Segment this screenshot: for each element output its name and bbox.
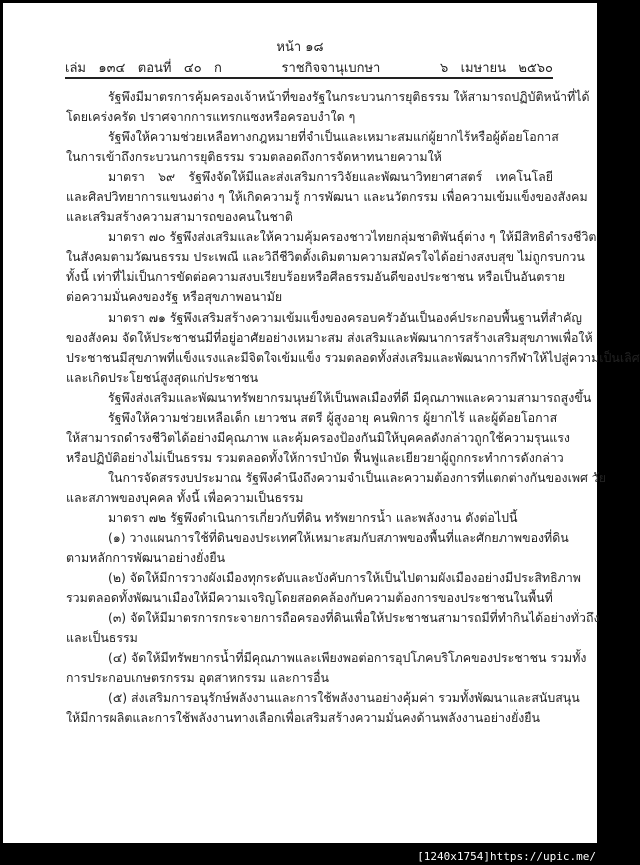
- text-line: และเกิดประโยชน์สูงสุดแก่ประชาชน: [66, 369, 259, 385]
- text-line: ตามหลักการพัฒนาอย่างยั่งยืน: [66, 550, 226, 566]
- text-line: รัฐพึงส่งเสริมและพัฒนาทรัพยากรมนุษย์ให้เป็นพลเมืองที่ดี มีคุณภาพและความสามารถสูงขึ้น: [108, 389, 592, 405]
- text-line: (๒) จัดให้มีการวางผังเมืองทุกระดับและบังคับการให้เป็นไปตามผังเมืองอย่างมีประสิทธิภาพ: [108, 570, 581, 586]
- text-line: มาตรา ๗๐ รัฐพึงส่งเสริมและให้ความคุ้มครองชาวไทยกลุ่มชาติพันธุ์ต่าง ๆ ให้มีสิทธิดำรงชีวิต: [108, 229, 597, 245]
- watermark: [1240x1754]https://upic.me/: [417, 850, 596, 863]
- paragraph: [66, 648, 587, 688]
- text-line: ในการเข้าถึงกระบวนการยุติธรรม รวมตลอดถึงการจัดหาทนายความให้: [66, 149, 442, 165]
- paragraph: [66, 508, 553, 528]
- text-line: รัฐพึงให้ความช่วยเหลือเด็ก เยาวชน สตรี ผู้สูงอายุ คนพิการ ผู้ยากไร้ และผู้ด้อยโอกาส: [108, 409, 558, 425]
- text-line: โดยเคร่งครัด ปราศจากการแทรกแซงหรือครอบงำใด ๆ: [66, 109, 356, 125]
- text-line: ทั้งนี้ เท่าที่ไม่เป็นการขัดต่อความสงบเรียบร้อยหรือศีลธรรมอันดีของประชาชน หรือเป็นอันตราย: [66, 269, 566, 285]
- paragraph: [66, 308, 640, 388]
- paragraph: [66, 388, 592, 408]
- header-rule: [65, 77, 553, 79]
- publication-title: ราชกิจจานุเบกษา: [281, 61, 381, 76]
- text-line: รวมตลอดทั้งพัฒนาเมืองให้มีความเจริญโดยสอดคล้องกับความต้องการของประชาชนในพื้นที่: [66, 590, 553, 606]
- text-line: ของสังคม จัดให้ประชาชนมีที่อยู่อาศัยอย่างเหมาะสม ส่งเสริมและพัฒนาการสร้างเสริมสุขภาพเพื่อให้: [66, 329, 593, 345]
- text-line: มาตรา ๖๙ รัฐพึงจัดให้มีและส่งเสริมการวิจัยและพัฒนาวิทยาศาสตร์ เทคโนโลยี: [108, 169, 553, 185]
- volume-issue: เล่ม ๑๓๔ ตอนที่ ๔๐ ก: [65, 61, 222, 76]
- paragraph: [66, 468, 607, 508]
- text-line: (๓) จัดให้มีมาตรการกระจายการถือครองที่ดินเพื่อให้ประชาชนสามารถมีที่ทำกินได้อย่างทั่วถึง: [108, 610, 600, 626]
- page-header: [65, 57, 553, 78]
- text-line: ประชาชนมีสุขภาพที่แข็งแรงและมีจิตใจเข้มแข็ง รวมตลอดทั้งส่งเสริมและพัฒนาการกีฬาให้ไปสู่ความเป็นเลิศ: [66, 349, 640, 365]
- page-number: หน้า ๑๘: [276, 40, 324, 55]
- paragraph: [66, 408, 570, 468]
- paragraph: [66, 127, 559, 167]
- paragraph: [66, 568, 581, 608]
- document-body: [66, 87, 640, 729]
- text-line: (๔) จัดให้มีทรัพยากรน้ำที่มีคุณภาพและเพียงพอต่อการอุปโภคบริโภคของประชาชน รวมทั้ง: [108, 650, 587, 666]
- text-line: มาตรา ๗๒ รัฐพึงดำเนินการเกี่ยวกับที่ดิน ทรัพยากรน้ำ และพลังงาน ดังต่อไปนี้: [108, 509, 518, 525]
- paragraph: [66, 608, 600, 648]
- paragraph: [66, 167, 588, 227]
- text-line: ในสังคมตามวัฒนธรรม ประเพณี และวิถีชีวิตดั้งเดิมตามความสมัครใจได้อย่างสงบสุข ไม่ถูกรบกวน: [66, 249, 585, 265]
- text-line: มาตรา ๗๑ รัฐพึงเสริมสร้างความเข้มแข็งของครอบครัวอันเป็นองค์ประกอบพื้นฐานที่สำคัญ: [108, 309, 582, 325]
- text-line: รัฐพึงให้ความช่วยเหลือทางกฎหมายที่จำเป็นและเหมาะสมแก่ผู้ยากไร้หรือผู้ด้อยโอกาส: [108, 129, 559, 145]
- text-line: รัฐพึงมีมาตรการคุ้มครองเจ้าหน้าที่ของรัฐในกระบวนการยุติธรรม ให้สามารถปฏิบัติหน้าที่ได้: [108, 89, 590, 104]
- gazette-page: [3, 3, 640, 843]
- text-line: หรือปฏิบัติอย่างไม่เป็นธรรม รวมตลอดทั้งให้การบำบัด ฟื้นฟูและเยียวยาผู้ถูกกระทำการดังกล่าว: [66, 449, 564, 465]
- paragraph: [66, 227, 597, 307]
- text-line: และเสริมสร้างความสามารถของคนในชาติ: [66, 209, 293, 225]
- publication-date: ๖ เมษายน ๒๕๖๐: [439, 61, 553, 76]
- text-line: การประกอบเกษตรกรรม อุตสาหกรรม และการอื่น: [66, 670, 329, 686]
- text-line: ให้มีการผลิตและการใช้พลังงานทางเลือกเพื่อเสริมสร้างความมั่นคงด้านพลังงานอย่างยั่งยืน: [66, 710, 540, 726]
- text-line: (๕) ส่งเสริมการอนุรักษ์พลังงานและการใช้พลังงานอย่างคุ้มค่า รวมทั้งพัฒนาและสนับสนุน: [108, 690, 580, 706]
- paragraph: [66, 688, 580, 728]
- text-line: และสภาพของบุคคล ทั้งนี้ เพื่อความเป็นธรรม: [66, 489, 304, 505]
- text-line: ให้สามารถดำรงชีวิตได้อย่างมีคุณภาพ และคุ้มครองป้องกันมิให้บุคคลดังกล่าวถูกใช้ความรุนแรง: [66, 429, 570, 445]
- paragraph: [66, 528, 569, 568]
- text-line: ในการจัดสรรงบประมาณ รัฐพึงคำนึงถึงความจำเป็นและความต้องการที่แตกต่างกันของเพศ วัย: [108, 469, 607, 485]
- text-line: (๑) วางแผนการใช้ที่ดินของประเทศให้เหมาะสมกับสภาพของพื้นที่และศักยภาพของที่ดิน: [108, 530, 569, 546]
- text-line: และเป็นธรรม: [66, 630, 138, 646]
- paragraph: [66, 87, 590, 127]
- text-line: และศิลปวิทยาการแขนงต่าง ๆ ให้เกิดความรู้ การพัฒนา และนวัตกรรม เพื่อความเข้มแข็งของสังคม: [66, 189, 588, 205]
- text-line: ต่อความมั่นคงของรัฐ หรือสุขภาพอนามัย: [66, 289, 283, 305]
